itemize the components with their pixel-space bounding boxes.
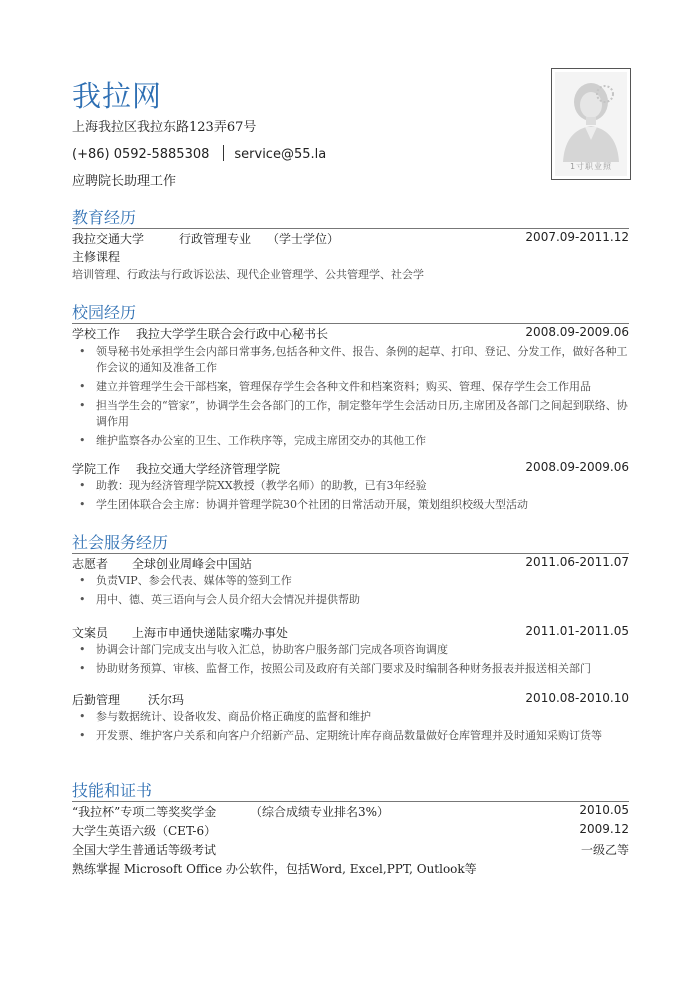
skill-name: 大学生英语六级（CET-6） [72, 824, 217, 838]
service-date: 2011.06-2011.07 [525, 555, 629, 569]
list-item: • 建立并管理学生会干部档案，管理保存学生会各种文件和档案资料；购买、管理、保存学生会工作用品 [72, 379, 629, 395]
list-item: • 助教：现为经济管理学院XX教授（教学名师）的助教，已有3年经验 [72, 478, 629, 494]
service-entry-row [72, 555, 629, 572]
service-date: 2011.01-2011.05 [525, 624, 629, 638]
service-role: 志愿者 [72, 557, 109, 571]
applicant-name: 我拉网 [72, 79, 163, 113]
skill-row [72, 860, 629, 877]
list-item: • 用中、德、英三语向与会人员介绍大会情况并提供帮助 [72, 592, 629, 608]
skill-name: “我拉杯”专项二等奖奖学金 [72, 805, 217, 819]
contact-divider [223, 145, 224, 161]
skill-value: 2010.05 [579, 803, 629, 817]
list-item: • 维护监察各办公室的卫生、工作秩序等，完成主席团交办的其他工作 [72, 433, 629, 449]
campus-role: 学院工作 [72, 462, 121, 476]
education-date: 2007.09-2011.12 [525, 230, 629, 244]
school-name: 我拉交通大学 [72, 232, 145, 246]
service-bullets [72, 642, 629, 680]
list-item: • 负责VIP、参会代表、媒体等的签到工作 [72, 573, 629, 589]
photo-placeholder [555, 72, 627, 176]
service-role: 后勤管理 [72, 693, 121, 707]
service-org: 沃尔玛 [148, 693, 185, 707]
list-item: • 开发票、维护客户关系和向客户介绍新产品、定期统计库存商品数量做好仓库管理并及时通知采购订货等 [72, 728, 629, 744]
service-org: 全球创业周峰会中国站 [132, 557, 253, 571]
campus-title: 校园经历 [72, 303, 137, 322]
list-item: • 协助财务预算、审核、监督工作，按照公司及政府有关部门要求及时编制各种财务报表并报送相关部门 [72, 661, 629, 677]
courses-label: 主修课程 [72, 250, 121, 264]
service-entry-row [72, 691, 629, 708]
skill-value: 一级乙等 [580, 843, 629, 857]
campus-org: 我拉大学学生联合会行政中心秘书长 [136, 327, 329, 341]
phone: (+86) 0592-5885308 [72, 147, 210, 162]
education-row [72, 230, 629, 247]
campus-date: 2008.09-2009.06 [525, 325, 629, 339]
campus-role: 学校工作 [72, 327, 121, 341]
address: 上海我拉区我拉东路123弄67号 [72, 120, 257, 135]
skill-name: 全国大学生普通话等级考试 [72, 843, 217, 857]
skill-value: 2009.12 [579, 822, 629, 836]
service-org: 上海市申通快递陆家嘴办事处 [132, 626, 289, 640]
campus-entry-row [72, 325, 629, 342]
skill-note: （综合成绩专业排名3%） [250, 805, 390, 819]
service-role: 文案员 [72, 626, 109, 640]
photo-caption: 1寸职业照 [569, 162, 613, 171]
email: service@55.la [234, 147, 327, 162]
contact-line [72, 145, 326, 162]
education-title: 教育经历 [72, 208, 137, 227]
list-item: • 学生团体联合会主席：协调并管理学院30个社团的日常活动开展，策划组织校级大型活动 [72, 497, 629, 513]
service-title: 社会服务经历 [72, 533, 169, 552]
courses-list: 培训管理、行政法与行政诉讼法、现代企业管理学、公共管理学、社会学 [72, 268, 424, 281]
skill-row [72, 822, 629, 839]
service-date: 2010.08-2010.10 [525, 691, 629, 705]
degree: （学士学位） [267, 232, 340, 246]
list-item: • 担当学生会的“管家”，协调学生会各部门的工作，制定整年学生会活动日历,主席团及各部门之间起到联络、协调作用 [72, 398, 629, 430]
major: 行政管理专业 [179, 232, 252, 246]
skill-row [72, 841, 629, 858]
list-item: • 领导秘书处承担学生会内部日常事务,包括各种文件、报告、条例的起草、打印、登记、分发工作，做好各种工作会议的通知及准备工作 [72, 344, 629, 376]
skill-name: 熟练掌握 Microsoft Office 办公软件，包括Word, Excel,PPT, Outlook等 [72, 862, 477, 876]
campus-entry-row [72, 460, 629, 477]
skills-title: 技能和证书 [72, 781, 153, 800]
service-entry-row [72, 624, 629, 641]
campus-bullets [72, 478, 629, 516]
campus-date: 2008.09-2009.06 [525, 460, 629, 474]
campus-bullets [72, 344, 629, 452]
campus-divider [72, 323, 629, 324]
education-divider [72, 228, 629, 229]
job-objective: 应聘院长助理工作 [72, 174, 177, 189]
skill-row [72, 803, 629, 820]
service-bullets [72, 709, 629, 747]
list-item: • 参与数据统计、设备收发、商品价格正确度的监督和维护 [72, 709, 629, 725]
skills-divider [72, 801, 629, 802]
photo-frame [551, 68, 631, 180]
list-item: • 协调会计部门完成支出与收入汇总，协助客户服务部门完成各项咨询调度 [72, 642, 629, 658]
service-divider [72, 553, 629, 554]
campus-org: 我拉交通大学经济管理学院 [136, 462, 281, 476]
service-bullets [72, 573, 629, 611]
